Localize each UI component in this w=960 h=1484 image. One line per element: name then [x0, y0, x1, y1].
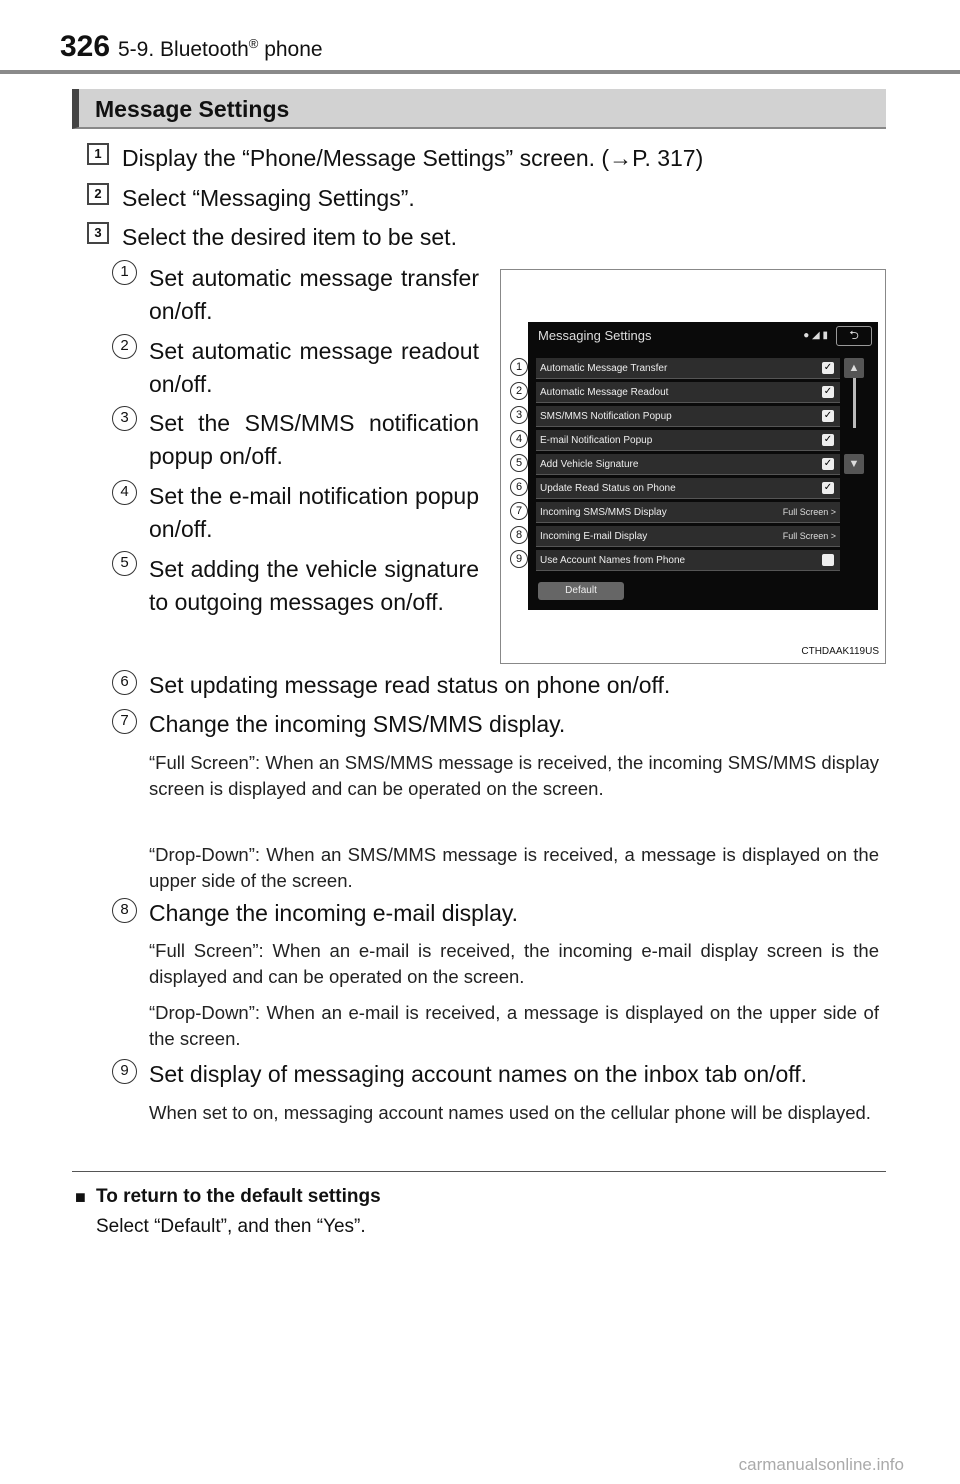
- default-settings-heading: To return to the default settings: [96, 1186, 381, 1207]
- checkbox-icon: ✓: [823, 434, 833, 445]
- callout-8: 8: [510, 526, 528, 544]
- item-text-3: Set the SMS/MMS notification popup on/off.: [149, 410, 479, 469]
- item-number-6: 6: [112, 670, 137, 695]
- step-number-1: 1: [87, 143, 109, 165]
- header-rule: [0, 70, 960, 74]
- row-sms-mms-notification-popup[interactable]: SMS/MMS Notification Popup ✓: [536, 406, 840, 427]
- screen-title: Messaging Settings: [538, 328, 652, 343]
- section-heading-bar: [72, 89, 886, 129]
- default-settings-text: Select “Default”, and then “Yes”.: [96, 1216, 366, 1237]
- row-value: Full Screen >: [782, 531, 836, 541]
- item-number-3: 3: [112, 406, 137, 431]
- item-number-9: 9: [112, 1059, 137, 1084]
- item-text-8: Change the incoming e-mail display.: [149, 900, 519, 926]
- callout-9: 9: [510, 550, 528, 568]
- status-icons: ● ◢ ▮: [803, 330, 828, 341]
- item-number-8: 8: [112, 898, 137, 923]
- item-text-7: Change the incoming SMS/MMS display.: [149, 711, 566, 737]
- note-account-names: When set to on, messaging account names used on the cellular phone will be displayed.: [149, 1102, 871, 1123]
- screen-figure: [500, 269, 886, 664]
- checkbox-icon: ✓: [823, 410, 833, 421]
- item-number-4: 4: [112, 480, 137, 505]
- row-incoming-email-display[interactable]: Incoming E-mail Display Full Screen >: [536, 526, 840, 547]
- section-heading: Message Settings: [95, 96, 290, 122]
- callout-2: 2: [510, 382, 528, 400]
- callout-1: 1: [510, 358, 528, 376]
- checkbox-icon: ✓: [823, 362, 833, 373]
- default-button[interactable]: Default: [538, 582, 624, 600]
- row-automatic-message-readout[interactable]: Automatic Message Readout ✓: [536, 382, 840, 403]
- checkbox-icon: ✓: [823, 386, 833, 397]
- scrollbar[interactable]: [853, 378, 856, 428]
- note-email-drop: “Drop-Down”: When an e-mail is received, a message is displayed on the upper side of the screen.: [149, 1002, 879, 1049]
- checkbox-icon: ✓: [823, 458, 833, 469]
- step-text-1: Display the “Phone/Message Settings” screen. (→P. 317): [122, 145, 704, 171]
- bullet-square-icon: ■: [75, 1187, 86, 1207]
- messaging-settings-screen: [528, 322, 878, 610]
- callout-4: 4: [510, 430, 528, 448]
- section-divider: [72, 1171, 886, 1172]
- back-arrow-icon[interactable]: ⮌: [836, 326, 872, 346]
- callout-6: 6: [510, 478, 528, 496]
- step-text-2: Select “Messaging Settings”.: [122, 185, 415, 211]
- item-text-4: Set the e-mail notification popup on/off.: [149, 483, 479, 542]
- callout-7: 7: [510, 502, 528, 520]
- step-text-3: Select the desired item to be set.: [122, 224, 457, 250]
- item-text-9: Set display of messaging account names on the inbox tab on/off.: [149, 1061, 808, 1087]
- page-number: 326: [60, 30, 111, 63]
- checkbox-icon: ✓: [823, 482, 833, 493]
- row-update-read-status[interactable]: Update Read Status on Phone ✓: [536, 478, 840, 499]
- callout-5: 5: [510, 454, 528, 472]
- figure-code: CTHDAAK119US: [801, 646, 879, 657]
- step-number-2: 2: [87, 183, 109, 205]
- row-automatic-message-transfer[interactable]: Automatic Message Transfer ✓: [536, 358, 840, 379]
- note-sms-drop: “Drop-Down”: When an SMS/MMS message is received, a message is displayed on the upper side of the screen.: [149, 844, 879, 891]
- watermark: carmanualsonline.info: [738, 1455, 904, 1474]
- step-number-3: 3: [87, 222, 109, 244]
- checkbox-icon: [822, 554, 834, 566]
- item-text-6: Set updating message read status on phone on/off.: [149, 672, 671, 698]
- row-email-notification-popup[interactable]: E-mail Notification Popup ✓: [536, 430, 840, 451]
- row-use-account-names[interactable]: Use Account Names from Phone: [536, 550, 840, 571]
- scroll-up-icon[interactable]: ▲: [844, 358, 864, 378]
- row-add-vehicle-signature[interactable]: Add Vehicle Signature ✓: [536, 454, 840, 475]
- item-number-1: 1: [112, 260, 137, 285]
- item-text-1: Set automatic message transfer on/off.: [149, 265, 479, 324]
- callout-3: 3: [510, 406, 528, 424]
- note-sms-full: “Full Screen”: When an SMS/MMS message is received, the incoming SMS/MMS display screen is displayed and can be operated on the screen.: [149, 752, 879, 799]
- scroll-down-icon[interactable]: ▼: [844, 454, 864, 474]
- item-text-5: Set adding the vehicle signature to outgoing messages on/off.: [149, 556, 479, 615]
- row-value: Full Screen >: [782, 507, 836, 517]
- note-email-full: “Full Screen”: When an e-mail is received, the incoming e-mail display screen is the displayed and can be operated on the screen.: [149, 940, 879, 987]
- item-number-2: 2: [112, 334, 137, 359]
- row-incoming-sms-mms-display[interactable]: Incoming SMS/MMS Display Full Screen >: [536, 502, 840, 523]
- item-number-7: 7: [112, 709, 137, 734]
- item-number-5: 5: [112, 551, 137, 576]
- section-title: 5-9. Bluetooth® phone: [118, 36, 323, 61]
- item-text-2: Set automatic message readout on/off.: [149, 338, 479, 397]
